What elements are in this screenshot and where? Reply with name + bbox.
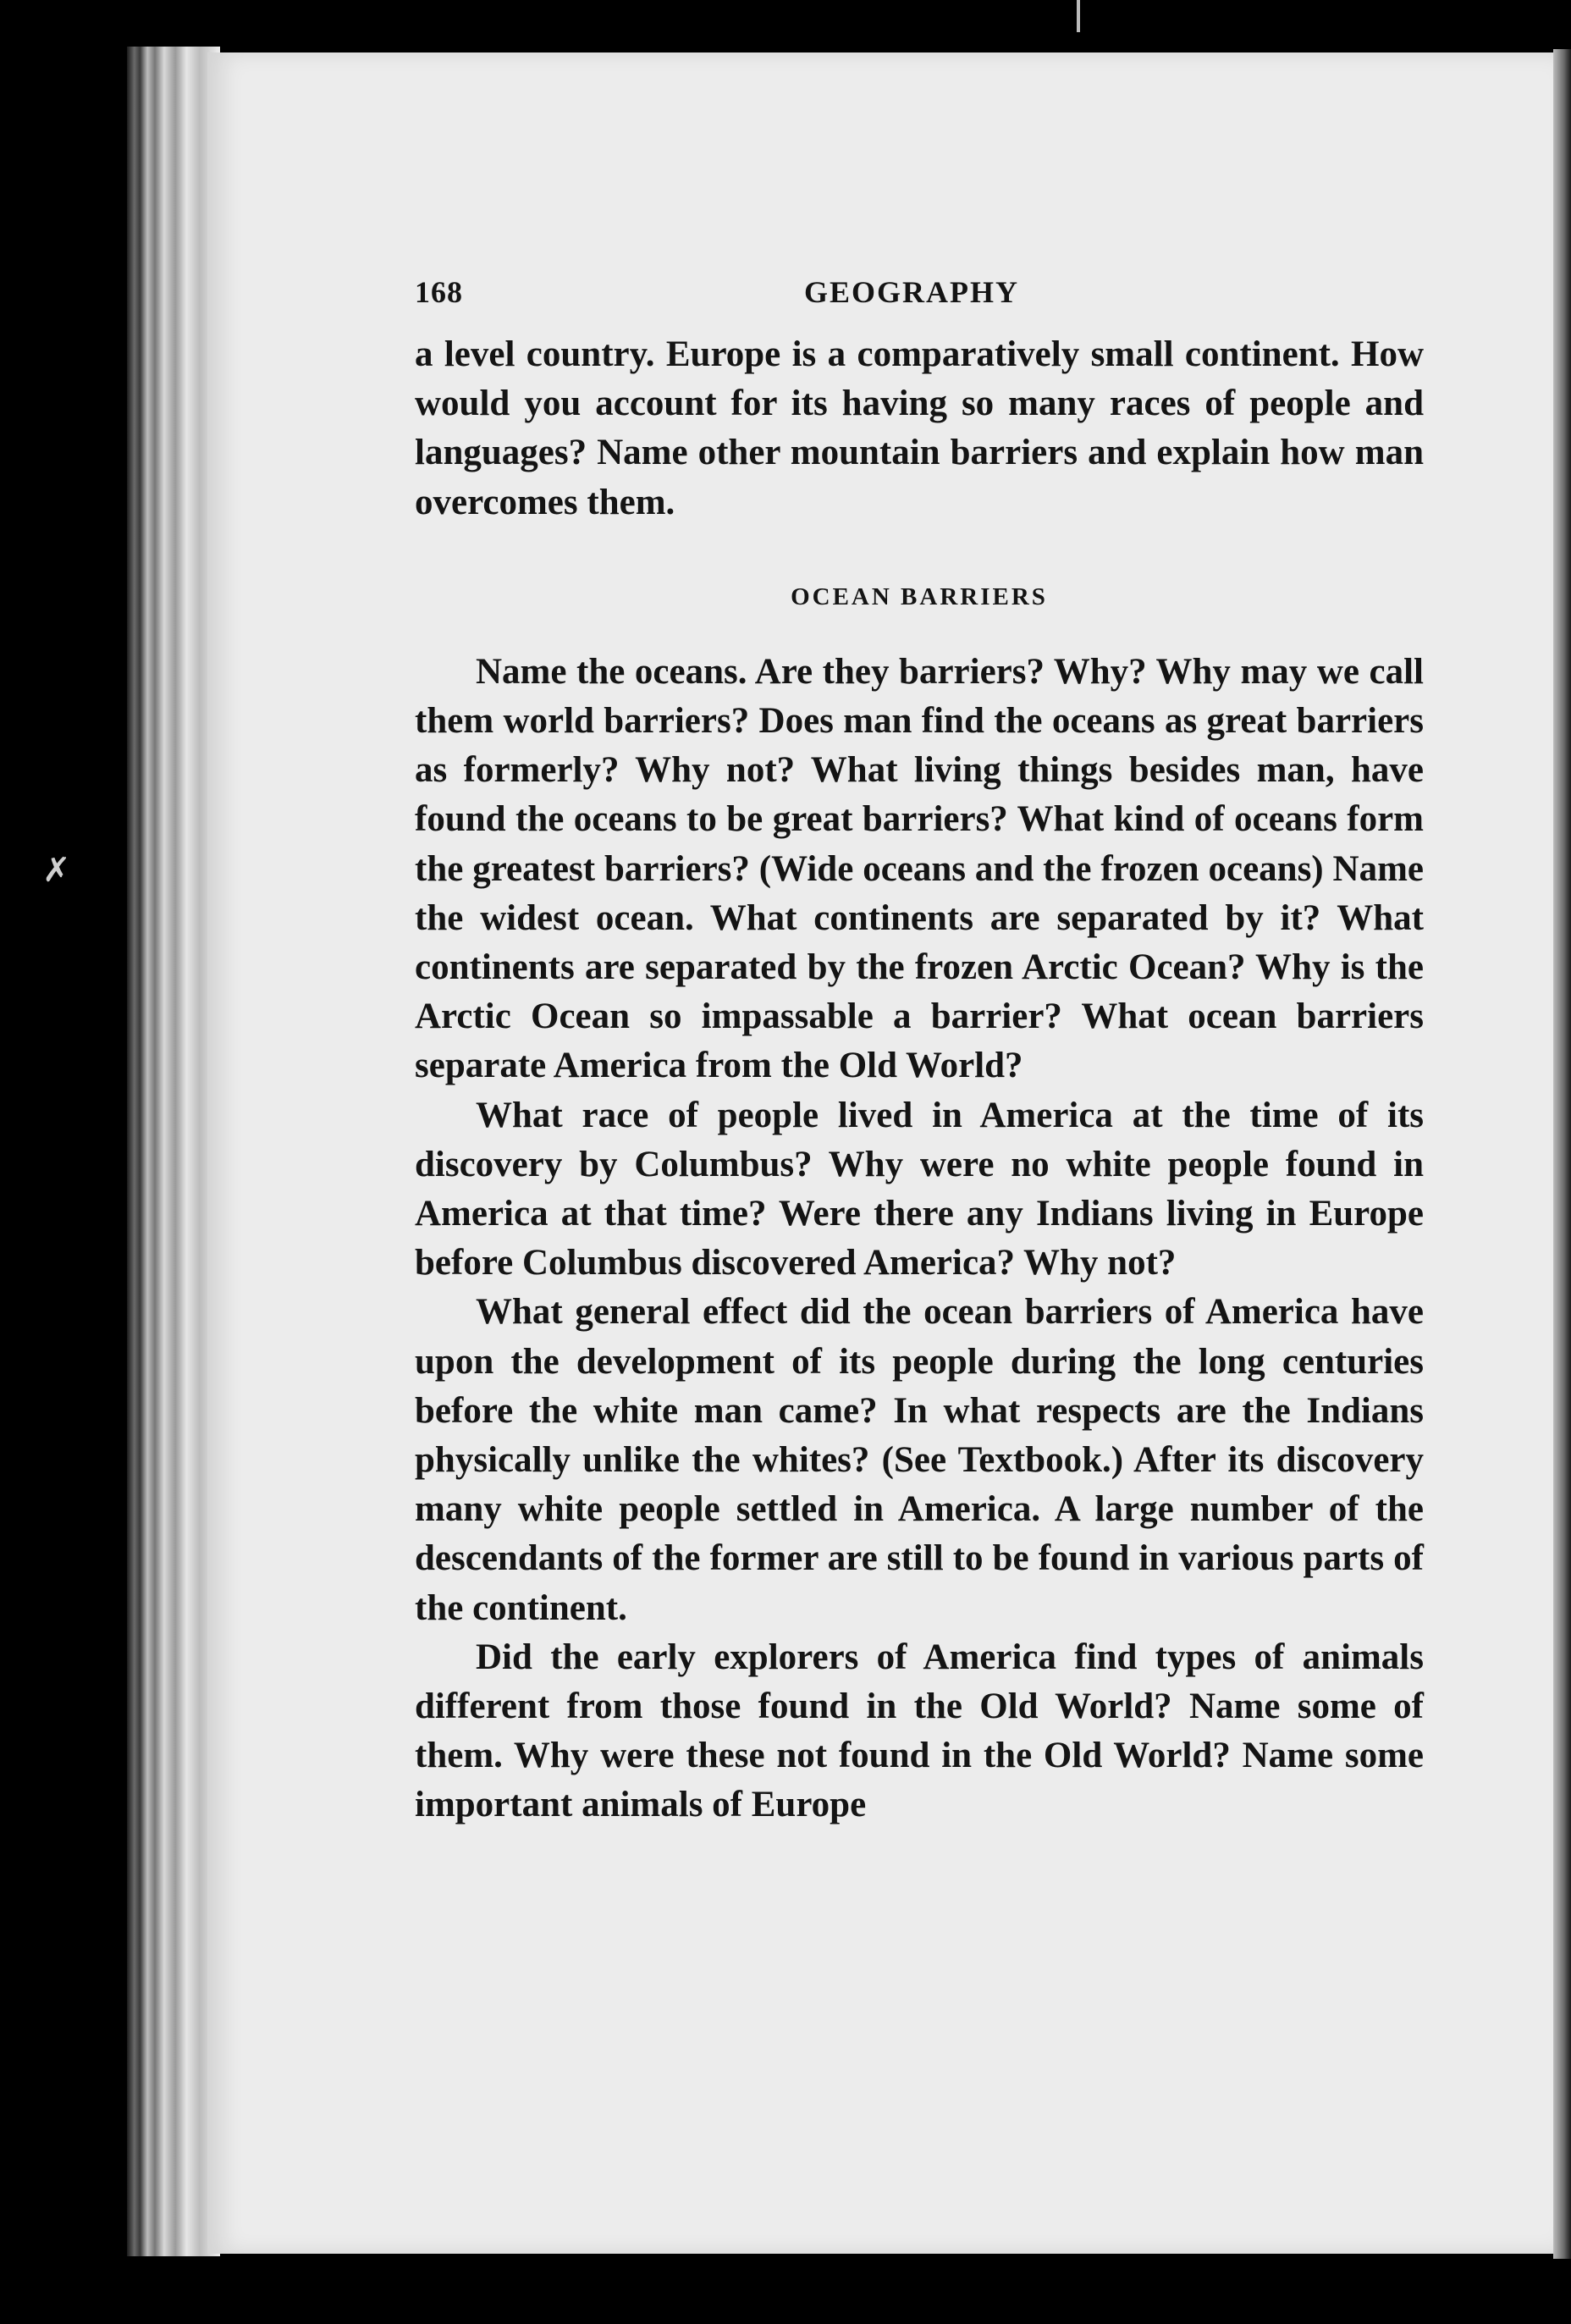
scan-artifact-mark: ✗ [42,851,71,890]
running-head-title: GEOGRAPHY [804,275,1020,309]
page-number: 168 [415,275,463,309]
paragraph: Name the oceans. Are they barriers? Why? Why may we call them world barriers? Does man find the oceans as great barriers as formerly? Why not? What living things besides man, have found the oceans to be great barriers? What kind of oceans form the greatest barriers? (Wide oceans and the frozen oceans) Name the widest ocean. What continents are separated by it? What continents are separated by the frozen Arctic Ocean? Why is the Arctic Ocean so impassable a barrier? What ocean barriers separate America from the Old World? [415,651,1424,1086]
page-right-edge [1553,49,1571,2259]
paragraph: a level country. Europe is a comparatively small continent. How would you account for its having so many races of people and languages? Name other mountain barriers and explain how man overcomes them. [415,334,1424,522]
section-heading: OCEAN BARRIERS [791,582,1048,610]
scan-artifact [1077,0,1080,32]
paragraph: What general effect did the ocean barriers of America have upon the development of its people during the long centuries before the white man came? In what respects are the Indians physically unlike the whites? (See Textbook.) After its discovery many white people settled in America. A large number of the descendants of the former are still to be found in various parts of the continent. [415,1292,1424,1628]
paragraph: What race of people lived in America at the time of its discovery by Columbus? Why were no white people found in America at that time? Were there any Indians living in Europe before Columbus discovered America? Why not? [415,1095,1424,1283]
paragraph: Did the early explorers of America find types of animals different from those found in the Old World? Name some of them. Why were these not found in the Old World? Name some important animals of Europe [415,1637,1424,1825]
page-text-block [415,269,1424,1830]
running-head [415,269,1424,320]
book-gutter [127,47,220,2256]
